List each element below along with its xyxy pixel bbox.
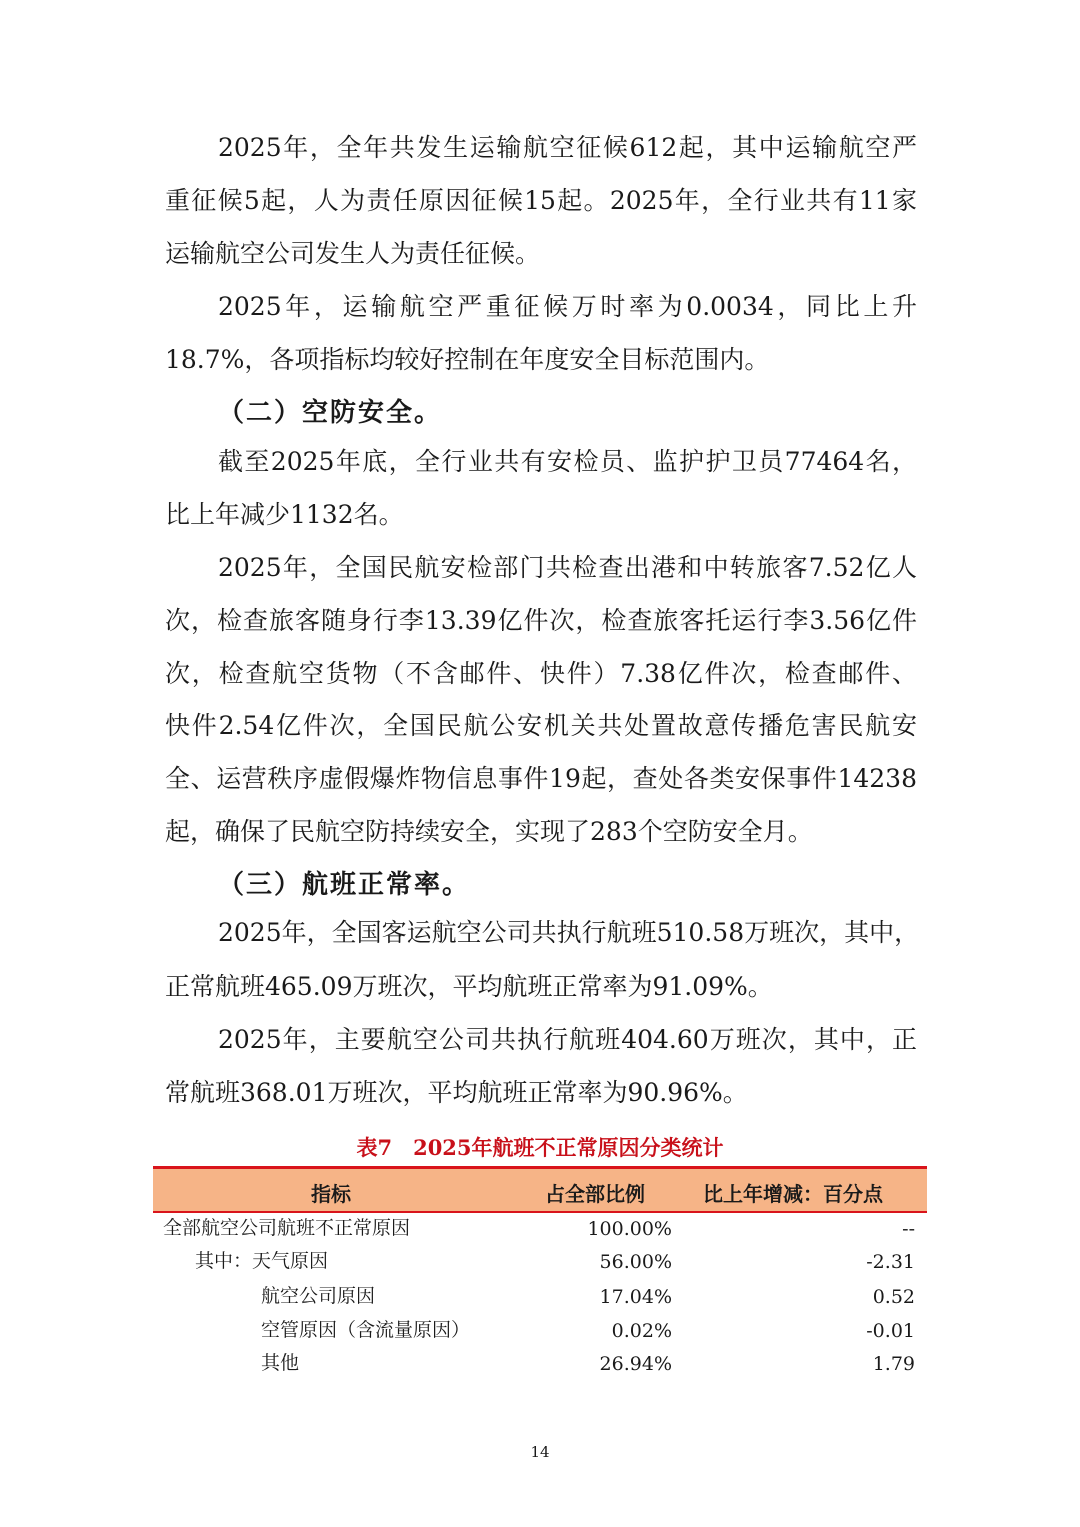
paragraph-line: 运输航空公司发生人为责任征候。 xyxy=(165,239,541,268)
header-share: 占全部比例 xyxy=(545,1182,645,1206)
paragraph-line: 快件2.54亿件次，全国民航公安机关共处置故意传播危害民航安 xyxy=(165,711,917,740)
row-share: 100.00% xyxy=(587,1218,672,1240)
paragraph-line: 2025年，运输航空严重征候万时率为0.0034，同比上升 xyxy=(218,292,917,321)
paragraph-line: 2025年，全国客运航空公司共执行航班510.58万班次，其中， xyxy=(218,918,920,947)
paragraph-line: 全、运营秩序虚假爆炸物信息事件19起，查处各类安保事件14238 xyxy=(165,764,917,793)
row-share: 56.00% xyxy=(599,1251,672,1273)
table-row xyxy=(153,1246,927,1278)
table-row xyxy=(153,1348,927,1380)
paragraph-line: 起，确保了民航空防持续安全，实现了283个空防安全月。 xyxy=(165,817,813,846)
table-header xyxy=(153,1166,927,1213)
paragraph-line: 2025年，全年共发生运输航空征候612起，其中运输航空严 xyxy=(218,133,917,162)
paragraph-line: 2025年，全国民航安检部门共检查出港和中转旅客7.52亿人 xyxy=(218,553,917,582)
section-heading: （二）空防安全。 xyxy=(218,398,443,428)
row-label: 航空公司原因 xyxy=(261,1285,376,1307)
table-row xyxy=(153,1281,927,1313)
header-indicator: 指标 xyxy=(311,1182,351,1206)
row-label: 全部航空公司航班不正常原因 xyxy=(163,1217,411,1239)
row-label: 其他 xyxy=(261,1352,300,1374)
row-share: 0.02% xyxy=(611,1320,672,1342)
row-change: 0.52 xyxy=(872,1286,915,1308)
row-change: 1.79 xyxy=(872,1353,915,1375)
row-change: -2.31 xyxy=(866,1251,915,1273)
paragraph-line: 截至2025年底，全行业共有安检员、监护护卫员77464名， xyxy=(218,447,917,476)
row-share: 17.04% xyxy=(599,1286,672,1308)
table-row xyxy=(153,1213,927,1245)
section-heading: （三）航班正常率。 xyxy=(218,870,471,900)
paragraph-line: 比上年减少1132名。 xyxy=(165,500,404,529)
paragraph-line: 次，检查旅客随身行李13.39亿件次，检查旅客托运行李3.56亿件 xyxy=(165,606,917,635)
row-change: -0.01 xyxy=(866,1320,915,1342)
row-label: 空管原因（含流量原因） xyxy=(261,1319,471,1341)
paragraph-line: 重征候5起，人为责任原因征候15起。2025年，全行业共有11家 xyxy=(165,186,917,215)
paragraph-line: 常航班368.01万班次，平均航班正常率为90.96%。 xyxy=(165,1078,748,1107)
row-share: 26.94% xyxy=(599,1353,672,1375)
row-change: -- xyxy=(902,1218,915,1240)
table-title: 表7 2025年航班不正常原因分类统计 xyxy=(356,1135,724,1160)
row-label: 其中：天气原因 xyxy=(195,1250,329,1272)
paragraph-line: 18.7%，各项指标均较好控制在年度安全目标范围内。 xyxy=(165,345,770,374)
paragraph-line: 次，检查航空货物（不含邮件、快件）7.38亿件次，检查邮件、 xyxy=(165,659,917,688)
header-change: 比上年增减：百分点 xyxy=(703,1182,883,1206)
paragraph-line: 2025年，主要航空公司共执行航班404.60万班次，其中，正 xyxy=(218,1025,917,1054)
page-number: 14 xyxy=(530,1443,550,1461)
paragraph-line: 正常航班465.09万班次，平均航班正常率为91.09%。 xyxy=(165,972,773,1001)
table-row xyxy=(153,1315,927,1347)
